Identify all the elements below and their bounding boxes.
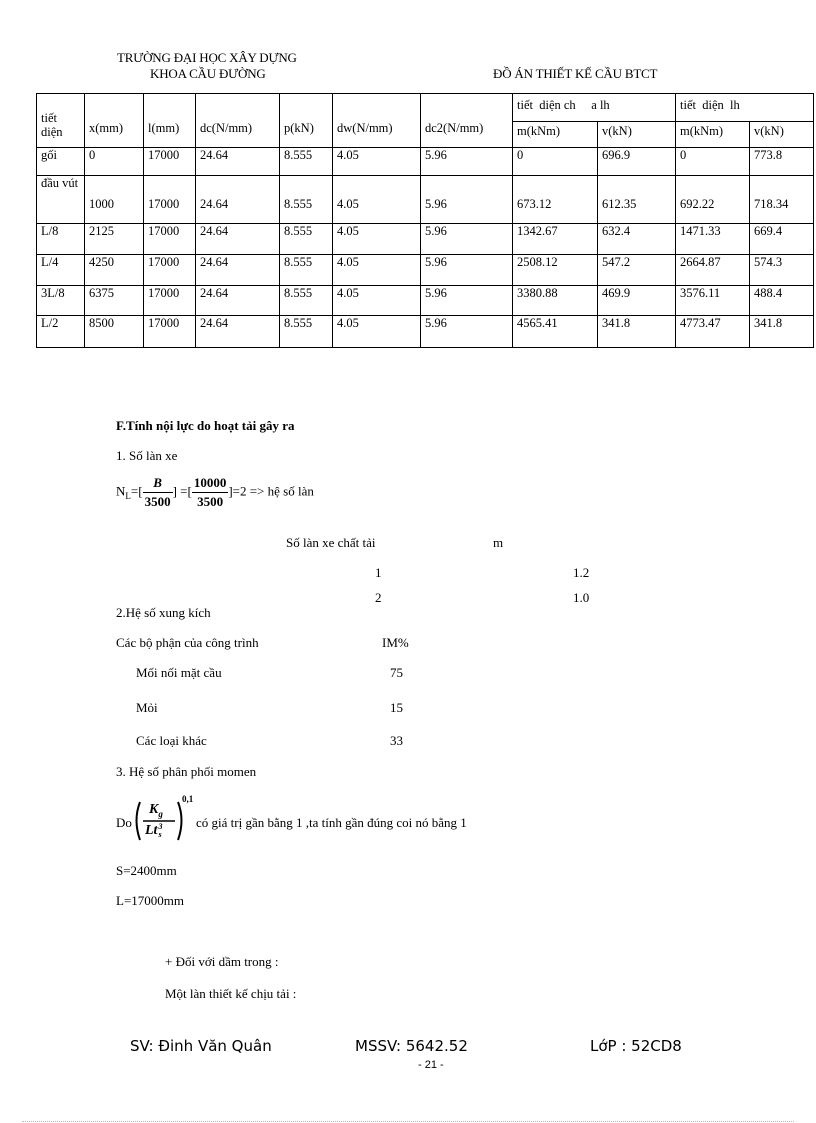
- lanes-count: 2: [375, 590, 382, 605]
- lanes-m: 1.2: [573, 565, 590, 580]
- table-row: L/8 2125 17000 24.64 8.555 4.05 5.96 1342.67 632.4 1471.33 669.4: [37, 224, 814, 255]
- internal-force-table: [36, 93, 814, 348]
- header-v2: v(kN): [750, 122, 814, 148]
- im-value: 15: [390, 700, 403, 715]
- im-value: 75: [390, 665, 403, 680]
- header-group-tiet-dien-lh: tiết diện lh: [676, 94, 814, 122]
- l-value: L=17000mm: [116, 893, 184, 908]
- lts-denominator: Lt 3 s: [145, 822, 163, 839]
- faculty-name: KHOA CẦU ĐƯỜNG: [150, 66, 266, 81]
- page-divider: [22, 1121, 794, 1122]
- im-part: Mối nối mặt cầu: [136, 665, 222, 680]
- lanes-count: 1: [375, 565, 382, 580]
- nl-formula: $N_L=$[ $\frac{B}{3500}$ ] =[ $\frac{10000}{3500}$ ]=2 => hệ số làn: [116, 475, 314, 509]
- header-dw: dw(N/mm): [333, 94, 421, 148]
- project-title: ĐỒ ÁN THIẾT KẾ CẦU BTCT: [493, 66, 658, 81]
- fraction-b-over-3500: $\frac{B}{3500}$: [144, 475, 171, 509]
- school-name: TRƯỜNG ĐẠI HỌC XÂY DỰNG: [117, 50, 297, 65]
- do-tail: có giá trị gần bằng 1 ,ta tính gần đúng coi nó bằng 1: [196, 815, 467, 830]
- table-row: 3L/8 6375 17000 24.64 8.555 4.05 5.96 3380.88 469.9 3576.11 488.4: [37, 286, 814, 316]
- im-part: Các loại khác: [136, 733, 207, 748]
- im-value: 33: [390, 733, 403, 748]
- header-m1: m(kNm): [513, 122, 598, 148]
- do-prefix: Do: [116, 815, 132, 830]
- table-row: gối 0 17000 24.64 8.555 4.05 5.96 0 696.9 0 773.8: [37, 148, 814, 176]
- heading-he-so-phan-phoi: 3. Hệ số phân phối momen: [116, 764, 257, 779]
- footer-mssv: MSSV: 5642.52: [355, 1037, 468, 1055]
- table-row: L/4 4250 17000 24.64 8.555 4.05 5.96 2508.12 547.2 2664.87 574.3: [37, 255, 814, 286]
- header-dc2: dc2(N/mm): [421, 94, 513, 148]
- section-f-title: F.Tính nội lực do hoạt tải gây ra: [116, 418, 295, 433]
- header-p: p(kN): [280, 94, 333, 148]
- heading-so-lan-xe: 1. Số làn xe: [116, 448, 178, 463]
- exponent: 0,1: [182, 794, 194, 804]
- table-row: L/2 8500 17000 24.64 8.555 4.05 5.96 4565.41 341.8 4773.47 341.8: [37, 316, 814, 348]
- lanes-m: 1.0: [573, 590, 590, 605]
- table-row: đầu vút 1000 17000 24.64 8.555 4.05 5.96 673.12 612.35 692.22 718.34: [37, 176, 814, 224]
- header-dc: dc(N/mm): [196, 94, 280, 148]
- header-x: x(mm): [85, 94, 144, 148]
- footer-student: SV: Đinh Văn Quân: [130, 1037, 272, 1055]
- im-header: IM%: [382, 635, 409, 650]
- header-group-tiet-dien-chua-lh: tiết diện ch a lh: [513, 94, 676, 122]
- lanes-header: Số làn xe chất tải: [286, 535, 376, 550]
- parts-header: Các bộ phận của công trình: [116, 635, 259, 650]
- header-tiet-dien: tiết diện: [37, 94, 85, 148]
- one-lane-note: Một làn thiết kế chịu tải :: [165, 986, 297, 1001]
- fraction-10000-over-3500: $\frac{10000}{3500}$: [193, 475, 227, 509]
- im-part: Mỏi: [136, 700, 158, 715]
- header-m2: m(kNm): [676, 122, 750, 148]
- kg-numerator: $K_g$: [149, 802, 163, 819]
- heading-he-so-xung-kich: 2.Hệ số xung kích: [116, 605, 211, 620]
- header-v1: v(kN): [598, 122, 676, 148]
- m-header: m: [493, 535, 504, 550]
- header-l: l(mm): [144, 94, 196, 148]
- s-value: S=2400mm: [116, 863, 177, 878]
- kg-formula: [133, 794, 195, 846]
- page-number: - 21 -: [418, 1059, 444, 1071]
- inner-girder-note: + Đối với dầm trong :: [165, 954, 279, 969]
- footer-class: LớP : 52CD8: [590, 1037, 682, 1055]
